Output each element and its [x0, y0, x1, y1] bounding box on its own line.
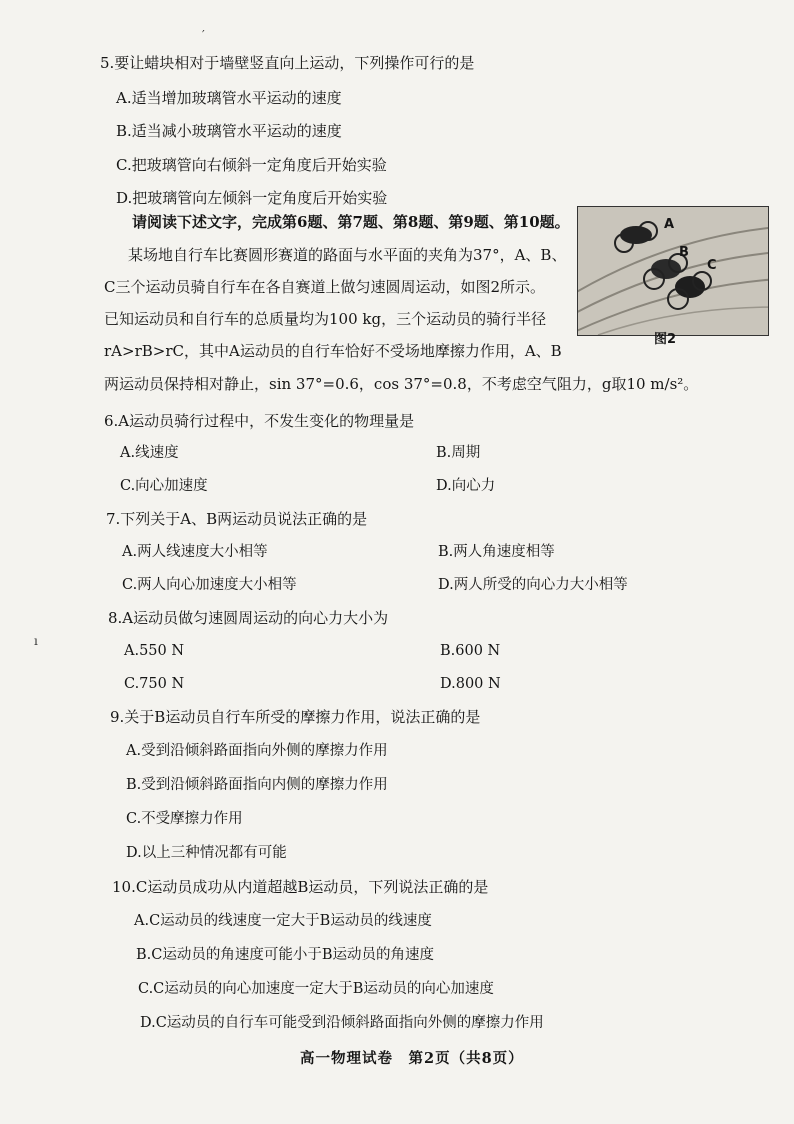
passage-line-4: rA>rB>rC，其中A运动员的自行车恰好不受场地摩擦力作用，A、B [104, 342, 562, 360]
q9-option-b: B.受到沿倾斜路面指向内侧的摩擦力作用 [126, 777, 388, 793]
q10-stem: 10.C运动员成功从内道超越B运动员，下列说法正确的是 [112, 878, 489, 896]
q9-option-a: A.受到沿倾斜路面指向外侧的摩擦力作用 [126, 743, 388, 759]
passage-line-5: 两运动员保持相对静止，sin 37°=0.6，cos 37°=0.8，不考虑空气阻力，g取10 m/s²。 [104, 375, 699, 393]
q5-option-d: D.把玻璃管向左倾斜一定角度后开始实验 [116, 189, 388, 207]
q9-option-c: C.不受摩擦力作用 [126, 811, 243, 827]
q8-option-c: C.750 N [124, 676, 185, 692]
figure-caption: 图2 [654, 332, 677, 347]
q9-stem: 9.关于B运动员自行车所受的摩擦力作用，说法正确的是 [110, 708, 481, 726]
q10-option-b: B.C运动员的角速度可能小于B运动员的角速度 [136, 947, 435, 963]
scan-mark: ′ [202, 28, 205, 42]
scan-mark: ı [34, 634, 38, 648]
q7-option-a: A.两人线速度大小相等 [122, 544, 268, 560]
q8-option-a: A.550 N [124, 643, 185, 659]
figure-2-photo [577, 206, 769, 336]
figure-label-b: B [679, 245, 689, 260]
q7-option-d: D.两人所受的向心力大小相等 [438, 577, 628, 593]
q6-option-a: A.线速度 [120, 445, 179, 461]
q5-stem: 5.要让蜡块相对于墙壁竖直向上运动，下列操作可行的是 [100, 54, 475, 72]
q10-option-c: C.C运动员的向心加速度一定大于B运动员的向心加速度 [138, 981, 494, 997]
figure-label-c: C [707, 258, 717, 273]
q6-option-b: B.周期 [436, 445, 481, 461]
q6-stem: 6.A运动员骑行过程中，不发生变化的物理量是 [104, 412, 415, 430]
q6-option-c: C.向心加速度 [120, 478, 208, 494]
q8-stem: 8.A运动员做匀速圆周运动的向心力大小为 [108, 609, 389, 627]
q8-option-b: B.600 N [440, 643, 501, 659]
q8-option-d: D.800 N [440, 676, 501, 692]
passage-line-2: C三个运动员骑自行车在各自赛道上做匀速圆周运动，如图2所示。 [104, 278, 546, 296]
q9-option-d: D.以上三种情况都有可能 [126, 845, 287, 861]
q10-option-a: A.C运动员的线速度一定大于B运动员的线速度 [134, 913, 432, 929]
q5-option-b: B.适当减小玻璃管水平运动的速度 [116, 122, 342, 140]
q7-option-c: C.两人向心加速度大小相等 [122, 577, 297, 593]
q6-option-d: D.向心力 [436, 478, 496, 494]
q5-option-c: C.把玻璃管向右倾斜一定角度后开始实验 [116, 156, 387, 174]
q10-option-d: D.C运动员的自行车可能受到沿倾斜路面指向外侧的摩擦力作用 [140, 1015, 544, 1031]
passage-line-3: 已知运动员和自行车的总质量均为100 kg，三个运动员的骑行半径 [104, 310, 547, 328]
figure-label-a: A [664, 217, 675, 232]
page-footer: 高一物理试卷 第2页（共8页） [300, 1050, 524, 1067]
passage-line-1: 某场地自行车比赛圆形赛道的路面与水平面的夹角为37°，A、B、 [128, 246, 567, 264]
q7-option-b: B.两人角速度相等 [438, 544, 555, 560]
passage-instruction: 请阅读下述文字，完成第6题、第7题、第8题、第9题、第10题。 [132, 213, 570, 231]
q5-option-a: A.适当增加玻璃管水平运动的速度 [116, 89, 342, 107]
q7-stem: 7.下列关于A、B两运动员说法正确的是 [106, 510, 368, 528]
